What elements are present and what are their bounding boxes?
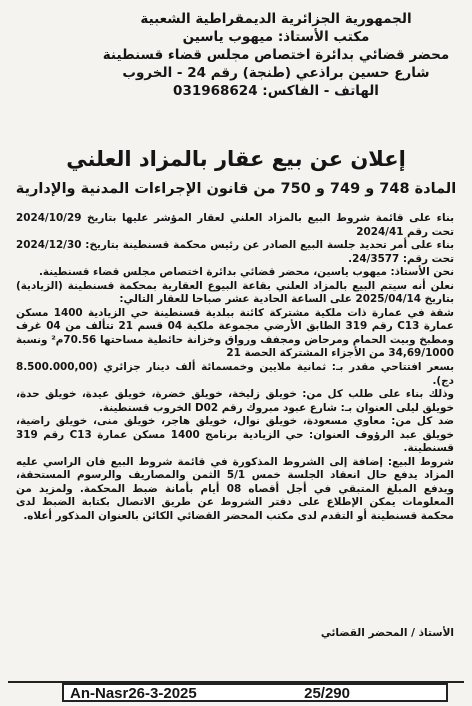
plaintiffs: وذلك بناء على طلب كل من: خويلق زليخة، خويلق خضرة، خويلق عيدة، خويلق حدة، خويلق ليلى العنوان بـ: شارع عبود مبروك رقم D02 الخروب قسنطينة.: [16, 388, 454, 414]
office-name: مكتب الأستاذ: ميهوب ياسين: [182, 29, 370, 45]
signature-line: الأستاذ / المحضر القضائي: [320, 627, 454, 639]
defendants: ضد كل من: معاوي مسعودة، خويلق نوال، خويلق هاجر، خويلق منى، خويلق راضية، خويلق عبد الرؤوف العنوان: حي الزيادية برنامج 1400 مسكن عمارة C13 رقم 319 قسنطينة.: [16, 415, 454, 455]
legal-articles-subtitle: المادة 748 و 749 و 750 من قانون الإجراءات المدنية والإدارية: [15, 181, 457, 197]
body-paragraph: بناء على قائمة شروط البيع بالمزاد العلني لعقار المؤشر عليها بتاريخ 2024/10/29 تحت رقم 2024/41: [16, 212, 454, 238]
republic-name: الجمهورية الجزائرية الديمقراطية الشعبية: [140, 11, 412, 27]
announcement-title: إعلان عن بيع عقار بالمزاد العلني: [66, 147, 406, 171]
body-paragraph: نعلن أنه سيتم البيع بالمزاد العلني بقاعة البيوع العقارية بمحكمة قسنطينة (الزيادية) بتاريخ 2025/04/14 على الساعة الحادية عشر صباحا للعقار التالي:: [16, 279, 454, 306]
body-paragraph: بناء على أمر تحديد جلسة البيع الصادر عن رئيس محكمة قسنطينة بتاريخ: 2024/12/30 تحت رقم: 24/3577.: [16, 239, 454, 265]
opening-price: بسعر افتتاحي مقدر بـ: ثمانية ملايين وخمسمائة ألف دينار جزائري (8.500.000,00 دج).: [16, 361, 454, 387]
property-description: شقة في عمارة ذات ملكية مشتركة كائنة ببلدية قسنطينة حي الزيادية 1400 مسكن عمارة C13 رقم 319 الطابق الأرضي مجموعة ملكية 04 قسم 21 تتألف من 04 غرف ومطبخ وبيت الحمام ومرحاض ومجفف ورواق وخزانة حائطية مساحتها 70.56م² ونسبة 34,69/1000 من الأجزاء المشتركة الحصة 21: [16, 306, 455, 360]
body-paragraph: نحن الأستاذ: ميهوب ياسين، محضر قضائي بدائرة اختصاص مجلس قضاء قسنطينة.: [38, 266, 454, 279]
announcement-body: [16, 212, 454, 524]
publication-code: An-Nasr26-3-2025: [70, 685, 197, 702]
office-address: شارع حسين براذعي (طنجة) رقم 24 - الخروب: [122, 65, 430, 81]
announcement-number: 25/290: [304, 685, 350, 702]
office-phone: الهاتف - الفاكس: 031968624: [173, 83, 379, 99]
sale-conditions: شروط البيع: إضافة إلى الشروط المذكورة في قائمة شروط البيع فان الراسي عليه المزاد يدفع حال انعقاد الجلسة خمس 5/1 الثمن والمصاريف والرسوم المستحقة، ويدفع المبلغ المتبقي في أجل أقصاه 08 أيام بأمانة ضبط المحكمة. ولمزيد من المعلومات يمكن الإطلاع على دفتر الشروط عن طريق الاتصال بكتابة الضبط لدى محكمة قسنطينة أو التقدم لدى مكتب المحضر القضائي الكائن بالعنوان المذكور أعلاه.: [16, 455, 454, 523]
bailiff-office-header: [96, 10, 456, 100]
publication-footer: [62, 683, 448, 702]
bailiff-jurisdiction: محضر قضائي بدائرة اختصاص مجلس قضاء قسنطينة: [102, 47, 450, 63]
